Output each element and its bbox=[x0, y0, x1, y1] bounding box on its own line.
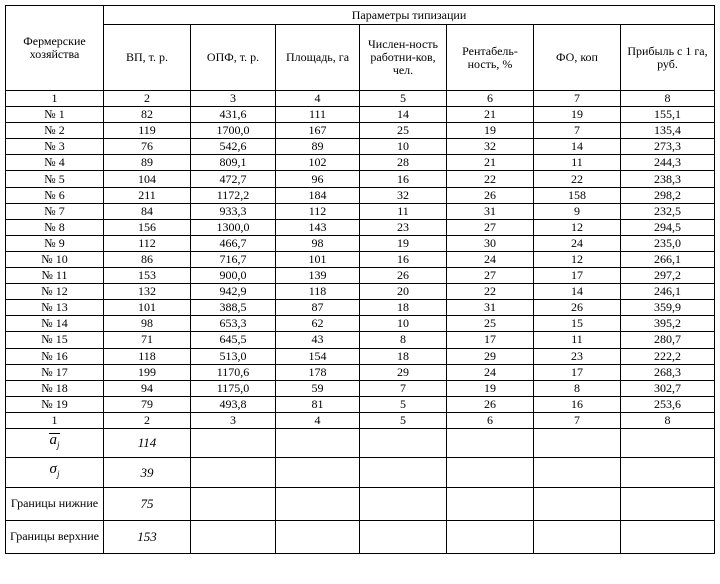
sigma-value: 39 bbox=[104, 457, 191, 487]
index-cell: 5 bbox=[360, 91, 447, 107]
value-cell: 32 bbox=[360, 187, 447, 203]
value-cell: 24 bbox=[534, 235, 621, 251]
value-cell: 79 bbox=[104, 396, 191, 412]
value-cell: 17 bbox=[534, 364, 621, 380]
value-cell: 139 bbox=[276, 268, 360, 284]
value-cell: 388,5 bbox=[191, 300, 276, 316]
value-cell: 16 bbox=[360, 171, 447, 187]
value-cell: 26 bbox=[447, 187, 534, 203]
value-cell: 466,7 bbox=[191, 235, 276, 251]
value-cell: 43 bbox=[276, 332, 360, 348]
value-cell: 12 bbox=[534, 251, 621, 267]
value-cell: 24 bbox=[447, 251, 534, 267]
mean-value: 114 bbox=[104, 428, 191, 457]
value-cell: 14 bbox=[534, 139, 621, 155]
value-cell: 297,2 bbox=[621, 268, 715, 284]
index-cell: 2 bbox=[104, 91, 191, 107]
value-cell: 96 bbox=[276, 171, 360, 187]
value-cell: 5 bbox=[360, 396, 447, 412]
header-farms: Фермерские хозяйства bbox=[6, 6, 104, 91]
value-cell: 266,1 bbox=[621, 251, 715, 267]
value-cell: 11 bbox=[534, 332, 621, 348]
value-cell: 18 bbox=[360, 348, 447, 364]
farm-name-cell: № 8 bbox=[6, 219, 104, 235]
value-cell: 232,5 bbox=[621, 203, 715, 219]
index-cell: 1 bbox=[6, 91, 104, 107]
value-cell: 24 bbox=[447, 364, 534, 380]
farm-name-cell: № 7 bbox=[6, 203, 104, 219]
value-cell: 7 bbox=[534, 123, 621, 139]
value-cell: 211 bbox=[104, 187, 191, 203]
value-cell: 158 bbox=[534, 187, 621, 203]
value-cell: 716,7 bbox=[191, 251, 276, 267]
value-cell: 153 bbox=[104, 268, 191, 284]
index-cell: 7 bbox=[534, 412, 621, 428]
table-row bbox=[6, 139, 715, 155]
value-cell: 8 bbox=[534, 380, 621, 396]
table-row bbox=[6, 203, 715, 219]
value-cell: 155,1 bbox=[621, 107, 715, 123]
mean-label bbox=[6, 428, 104, 457]
value-cell: 101 bbox=[104, 300, 191, 316]
value-cell: 84 bbox=[104, 203, 191, 219]
value-cell: 112 bbox=[104, 235, 191, 251]
value-cell: 19 bbox=[447, 123, 534, 139]
value-cell: 19 bbox=[360, 235, 447, 251]
value-cell: 111 bbox=[276, 107, 360, 123]
value-cell: 184 bbox=[276, 187, 360, 203]
value-cell: 59 bbox=[276, 380, 360, 396]
value-cell: 86 bbox=[104, 251, 191, 267]
header-opf: ОПФ, т. р. bbox=[191, 25, 276, 91]
value-cell: 178 bbox=[276, 364, 360, 380]
value-cell: 21 bbox=[447, 155, 534, 171]
value-cell: 22 bbox=[447, 171, 534, 187]
value-cell: 17 bbox=[534, 268, 621, 284]
value-cell: 933,3 bbox=[191, 203, 276, 219]
table-row bbox=[6, 235, 715, 251]
value-cell: 167 bbox=[276, 123, 360, 139]
value-cell: 25 bbox=[447, 316, 534, 332]
farm-name-cell: № 19 bbox=[6, 396, 104, 412]
value-cell: 89 bbox=[276, 139, 360, 155]
index-cell: 3 bbox=[191, 91, 276, 107]
farm-name-cell: № 6 bbox=[6, 187, 104, 203]
value-cell: 22 bbox=[447, 284, 534, 300]
value-cell: 156 bbox=[104, 219, 191, 235]
value-cell: 1170,6 bbox=[191, 364, 276, 380]
typization-table bbox=[5, 5, 715, 554]
upper-bound-label: Границы верхние bbox=[6, 520, 104, 553]
value-cell: 17 bbox=[447, 332, 534, 348]
table-row bbox=[6, 123, 715, 139]
value-cell: 23 bbox=[534, 348, 621, 364]
value-cell: 653,3 bbox=[191, 316, 276, 332]
farm-name-cell: № 12 bbox=[6, 284, 104, 300]
sigma-label bbox=[6, 457, 104, 487]
table-row bbox=[6, 316, 715, 332]
value-cell: 431,6 bbox=[191, 107, 276, 123]
farm-name-cell: № 13 bbox=[6, 300, 104, 316]
farm-name-cell: № 10 bbox=[6, 251, 104, 267]
farm-name-cell: № 4 bbox=[6, 155, 104, 171]
header-profit-per-ha: Прибыль с 1 га, руб. bbox=[621, 25, 715, 91]
header-workers: Числен-ность работни-ков, чел. bbox=[360, 25, 447, 91]
table-row bbox=[6, 284, 715, 300]
value-cell: 7 bbox=[360, 380, 447, 396]
index-row-bottom bbox=[6, 412, 715, 428]
index-cell: 8 bbox=[621, 91, 715, 107]
index-cell: 1 bbox=[6, 412, 104, 428]
header-profitability: Рентабель-ность, % bbox=[447, 25, 534, 91]
index-cell: 7 bbox=[534, 91, 621, 107]
value-cell: 102 bbox=[276, 155, 360, 171]
value-cell: 8 bbox=[360, 332, 447, 348]
index-cell: 4 bbox=[276, 412, 360, 428]
value-cell: 493,8 bbox=[191, 396, 276, 412]
lower-bound-label: Границы нижние bbox=[6, 487, 104, 520]
value-cell: 900,0 bbox=[191, 268, 276, 284]
value-cell: 26 bbox=[534, 300, 621, 316]
value-cell: 18 bbox=[360, 300, 447, 316]
table-row bbox=[6, 300, 715, 316]
value-cell: 268,3 bbox=[621, 364, 715, 380]
upper-bound-row bbox=[6, 520, 715, 553]
table-row bbox=[6, 187, 715, 203]
value-cell: 118 bbox=[276, 284, 360, 300]
value-cell: 273,3 bbox=[621, 139, 715, 155]
value-cell: 26 bbox=[447, 396, 534, 412]
value-cell: 1175,0 bbox=[191, 380, 276, 396]
value-cell: 62 bbox=[276, 316, 360, 332]
value-cell: 28 bbox=[360, 155, 447, 171]
value-cell: 87 bbox=[276, 300, 360, 316]
value-cell: 22 bbox=[534, 171, 621, 187]
index-cell: 8 bbox=[621, 412, 715, 428]
mean-row bbox=[6, 428, 715, 457]
index-cell: 6 bbox=[447, 412, 534, 428]
value-cell: 98 bbox=[104, 316, 191, 332]
value-cell: 542,6 bbox=[191, 139, 276, 155]
lower-bound-value: 75 bbox=[104, 487, 191, 520]
value-cell: 132 bbox=[104, 284, 191, 300]
value-cell: 1700,0 bbox=[191, 123, 276, 139]
value-cell: 1300,0 bbox=[191, 219, 276, 235]
table-row bbox=[6, 348, 715, 364]
value-cell: 199 bbox=[104, 364, 191, 380]
value-cell: 16 bbox=[360, 251, 447, 267]
header-group: Параметры типизации bbox=[104, 6, 715, 25]
value-cell: 20 bbox=[360, 284, 447, 300]
mean-symbol: $a_j$ bbox=[49, 431, 60, 450]
value-cell: 71 bbox=[104, 332, 191, 348]
value-cell: 222,2 bbox=[621, 348, 715, 364]
value-cell: 101 bbox=[276, 251, 360, 267]
value-cell: 82 bbox=[104, 107, 191, 123]
table-row bbox=[6, 396, 715, 412]
lower-bound-row bbox=[6, 487, 715, 520]
farm-name-cell: № 2 bbox=[6, 123, 104, 139]
value-cell: 154 bbox=[276, 348, 360, 364]
value-cell: 12 bbox=[534, 219, 621, 235]
table-row bbox=[6, 171, 715, 187]
value-cell: 26 bbox=[360, 268, 447, 284]
value-cell: 21 bbox=[447, 107, 534, 123]
value-cell: 25 bbox=[360, 123, 447, 139]
value-cell: 238,3 bbox=[621, 171, 715, 187]
value-cell: 9 bbox=[534, 203, 621, 219]
farm-name-cell: № 3 bbox=[6, 139, 104, 155]
value-cell: 19 bbox=[534, 107, 621, 123]
farm-name-cell: № 11 bbox=[6, 268, 104, 284]
value-cell: 112 bbox=[276, 203, 360, 219]
value-cell: 14 bbox=[534, 284, 621, 300]
index-cell: 5 bbox=[360, 412, 447, 428]
table-row bbox=[6, 155, 715, 171]
value-cell: 10 bbox=[360, 139, 447, 155]
table-row bbox=[6, 332, 715, 348]
table-row bbox=[6, 380, 715, 396]
value-cell: 942,9 bbox=[191, 284, 276, 300]
value-cell: 81 bbox=[276, 396, 360, 412]
farm-name-cell: № 17 bbox=[6, 364, 104, 380]
value-cell: 135,4 bbox=[621, 123, 715, 139]
value-cell: 246,1 bbox=[621, 284, 715, 300]
value-cell: 645,5 bbox=[191, 332, 276, 348]
value-cell: 104 bbox=[104, 171, 191, 187]
farm-name-cell: № 9 bbox=[6, 235, 104, 251]
index-cell: 2 bbox=[104, 412, 191, 428]
upper-bound-value: 153 bbox=[104, 520, 191, 553]
value-cell: 143 bbox=[276, 219, 360, 235]
value-cell: 513,0 bbox=[191, 348, 276, 364]
value-cell: 11 bbox=[360, 203, 447, 219]
index-cell: 4 bbox=[276, 91, 360, 107]
value-cell: 298,2 bbox=[621, 187, 715, 203]
value-cell: 15 bbox=[534, 316, 621, 332]
table-row bbox=[6, 251, 715, 267]
value-cell: 302,7 bbox=[621, 380, 715, 396]
value-cell: 32 bbox=[447, 139, 534, 155]
value-cell: 76 bbox=[104, 139, 191, 155]
value-cell: 11 bbox=[534, 155, 621, 171]
sigma-symbol: $\sigma_j$ bbox=[49, 461, 60, 480]
value-cell: 809,1 bbox=[191, 155, 276, 171]
index-cell: 6 bbox=[447, 91, 534, 107]
farm-name-cell: № 16 bbox=[6, 348, 104, 364]
value-cell: 89 bbox=[104, 155, 191, 171]
value-cell: 31 bbox=[447, 300, 534, 316]
farm-name-cell: № 5 bbox=[6, 171, 104, 187]
value-cell: 294,5 bbox=[621, 219, 715, 235]
value-cell: 14 bbox=[360, 107, 447, 123]
value-cell: 118 bbox=[104, 348, 191, 364]
value-cell: 30 bbox=[447, 235, 534, 251]
value-cell: 94 bbox=[104, 380, 191, 396]
value-cell: 10 bbox=[360, 316, 447, 332]
value-cell: 27 bbox=[447, 219, 534, 235]
header-area: Площадь, га bbox=[276, 25, 360, 91]
value-cell: 29 bbox=[447, 348, 534, 364]
value-cell: 27 bbox=[447, 268, 534, 284]
value-cell: 359,9 bbox=[621, 300, 715, 316]
value-cell: 472,7 bbox=[191, 171, 276, 187]
value-cell: 23 bbox=[360, 219, 447, 235]
farm-name-cell: № 18 bbox=[6, 380, 104, 396]
farm-name-cell: № 15 bbox=[6, 332, 104, 348]
value-cell: 235,0 bbox=[621, 235, 715, 251]
value-cell: 31 bbox=[447, 203, 534, 219]
value-cell: 119 bbox=[104, 123, 191, 139]
header-vp: ВП, т. р. bbox=[104, 25, 191, 91]
table-row bbox=[6, 219, 715, 235]
value-cell: 98 bbox=[276, 235, 360, 251]
farm-name-cell: № 14 bbox=[6, 316, 104, 332]
value-cell: 16 bbox=[534, 396, 621, 412]
index-row-top bbox=[6, 91, 715, 107]
sigma-row bbox=[6, 457, 715, 487]
farm-name-cell: № 1 bbox=[6, 107, 104, 123]
header-fo: ФО, коп bbox=[534, 25, 621, 91]
table-row bbox=[6, 268, 715, 284]
value-cell: 244,3 bbox=[621, 155, 715, 171]
index-cell: 3 bbox=[191, 412, 276, 428]
value-cell: 29 bbox=[360, 364, 447, 380]
value-cell: 395,2 bbox=[621, 316, 715, 332]
table-row bbox=[6, 107, 715, 123]
value-cell: 280,7 bbox=[621, 332, 715, 348]
value-cell: 253,6 bbox=[621, 396, 715, 412]
value-cell: 19 bbox=[447, 380, 534, 396]
table-row bbox=[6, 364, 715, 380]
value-cell: 1172,2 bbox=[191, 187, 276, 203]
